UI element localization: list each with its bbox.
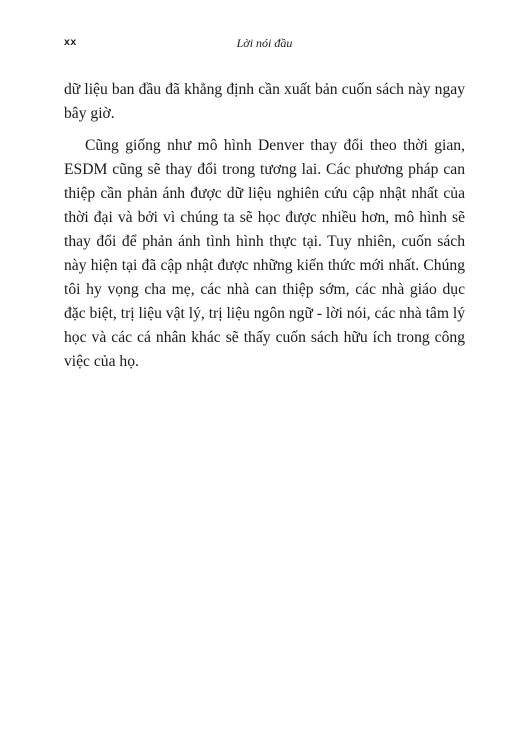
page-number: xx [64,36,77,48]
running-head [64,36,465,56]
chapter-title: Lời nói đầu [236,36,293,50]
paragraph-continuation: dữ liệu ban đầu đã khẳng định cần xuất bản cuốn sách này ngay bây giờ. [64,81,465,122]
paragraph: Cũng giống như mô hình Denver thay đổi theo thời gian, ESDM cũng sẽ thay đổi trong tương lai. Các phương pháp can thiệp cần phản ánh được dữ liệu nghiên cứu cập nhật nhất của thời đại và bởi vì chúng ta sẽ học được nhiều hơn, mô hình sẽ thay đổi để phản ánh tình hình thực tại. Tuy nhiên, cuốn sách này hiện tại đã cập nhật được những kiến thức mới nhất. Chúng tôi hy vọng cha mẹ, các nhà can thiệp sớm, các nhà giáo dục đặc biệt, trị liệu vật lý, trị liệu ngôn ngữ - lời nói, các nhà tâm lý học và các cá nhân khác sẽ thấy cuốn sách hữu ích trong công việc của họ. [64,137,465,370]
body-text [64,78,465,374]
